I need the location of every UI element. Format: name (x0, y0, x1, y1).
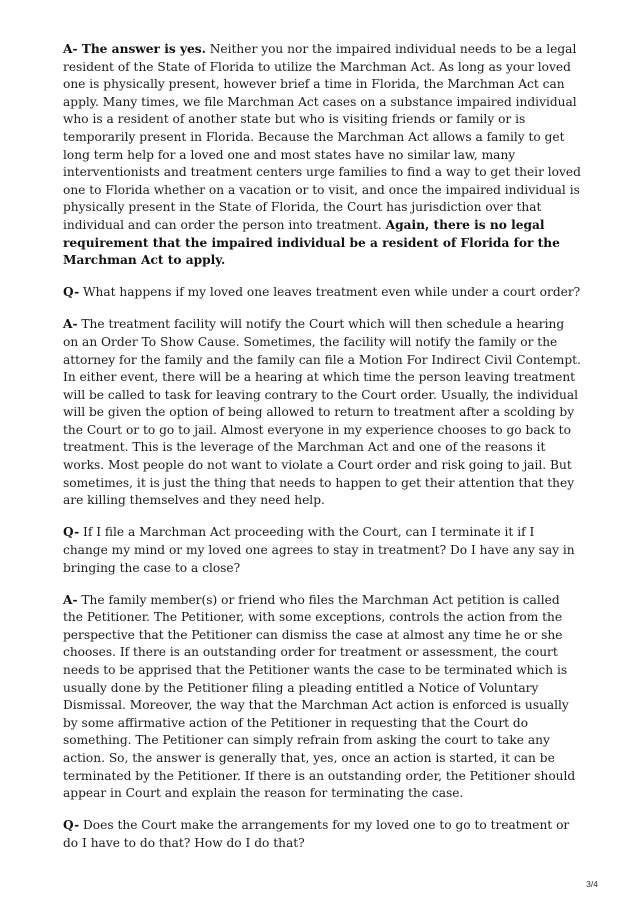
question-lead: Q- (63, 285, 80, 300)
answer-paragraph-residency (63, 41, 581, 270)
question-paragraph-arrangements (63, 817, 581, 852)
answer-lead: A- The answer is yes. (63, 42, 206, 56)
question-body: What happens if my loved one leaves treatment even while under a court order? (79, 285, 581, 300)
answer-paragraph-leaving-treatment (63, 316, 581, 510)
question-lead: Q- (63, 818, 80, 833)
answer-body: The treatment facility will notify the Court which will then schedule a hearing on an Order To Show Cause. Sometimes, the facility will notify the family or the attorney for the family and the family can file a Motion For Indirect Civil Contempt. In either event, there will be a hearing at which time the person leaving treatment will be called to task for leaving contrary to the Court order. Usually, the individual will be given the option of being allowed to return to treatment after a scolding by the Court or to go to jail. Almost everyone in my experience chooses to go back to treatment. This is the leverage of the Marchman Act and one of the reasons it works. Most people do not want to violate a Court order and risk going to jail. But sometimes, it is just the thing that needs to happen to get their attention that they are killing themselves and they need help. (63, 317, 581, 508)
answer-body: The family member(s) or friend who files the Marchman Act petition is called the Petitioner. The Petitioner, with some exceptions, controls the action from the perspective that the Petitioner can dismiss the case at almost any time he or she chooses. If there is an outstanding order for treatment or assessment, the court needs to be apprised that the Petitioner wants the case to be terminated which is usually done by the Petitioner filing a pleading entitled a Notice of Voluntary Dismissal. Moreover, the way that the Marchman Act action is enforced is usually by some affirmative action of the Petitioner in requesting that the Court do something. The Petitioner can simply refrain from asking the court to take any action. So, the answer is generally that, yes, once an action is started, it can be terminated by the Petitioner. If there is an outstanding order, the Petitioner should appear in Court and explain the reason for terminating the case. (63, 592, 576, 801)
question-body: If I file a Marchman Act proceeding with the Court, can I terminate it if I change my mind or my loved one agrees to stay in treatment? Do I have any say in bringing the case to a close? (63, 525, 575, 575)
question-lead: Q- (63, 525, 80, 540)
answer-paragraph-terminate (63, 592, 581, 803)
document-page (63, 41, 581, 867)
question-paragraph-terminate (63, 524, 581, 577)
page-number: 3/4 (586, 879, 598, 889)
answer-closing-emphasis: Again, there is no legal requirement that the impaired individual be a resident of Florida for the Marchman Act to apply. (63, 217, 560, 268)
question-body: Does the Court make the arrangements for my loved one to go to treatment or do I have to do that? How do I do that? (63, 818, 570, 850)
question-paragraph-leaving-treatment (63, 284, 581, 302)
answer-body: Neither you nor the impaired individual needs to be a legal resident of the State of Florida to utilize the Marchman Act. As long as your loved one is physically present, however brief a time in Florida, the Marchman Act can apply. Many times, we file Marchman Act cases on a substance impaired individual who is a resident of another state but who is visiting friends or family or is temporarily present in Florida. Because the Marchman Act allows a family to get long term help for a loved one and most states have no similar law, many interventionists and treatment centers urge families to find a way to get their loved one to Florida whether on a vacation or to visit, and once the impaired individual is physically present in the State of Florida, the Court has jurisdiction over that individual and can order the person into treatment. (63, 42, 581, 232)
answer-lead: A- (63, 592, 78, 607)
answer-lead: A- (63, 317, 78, 332)
